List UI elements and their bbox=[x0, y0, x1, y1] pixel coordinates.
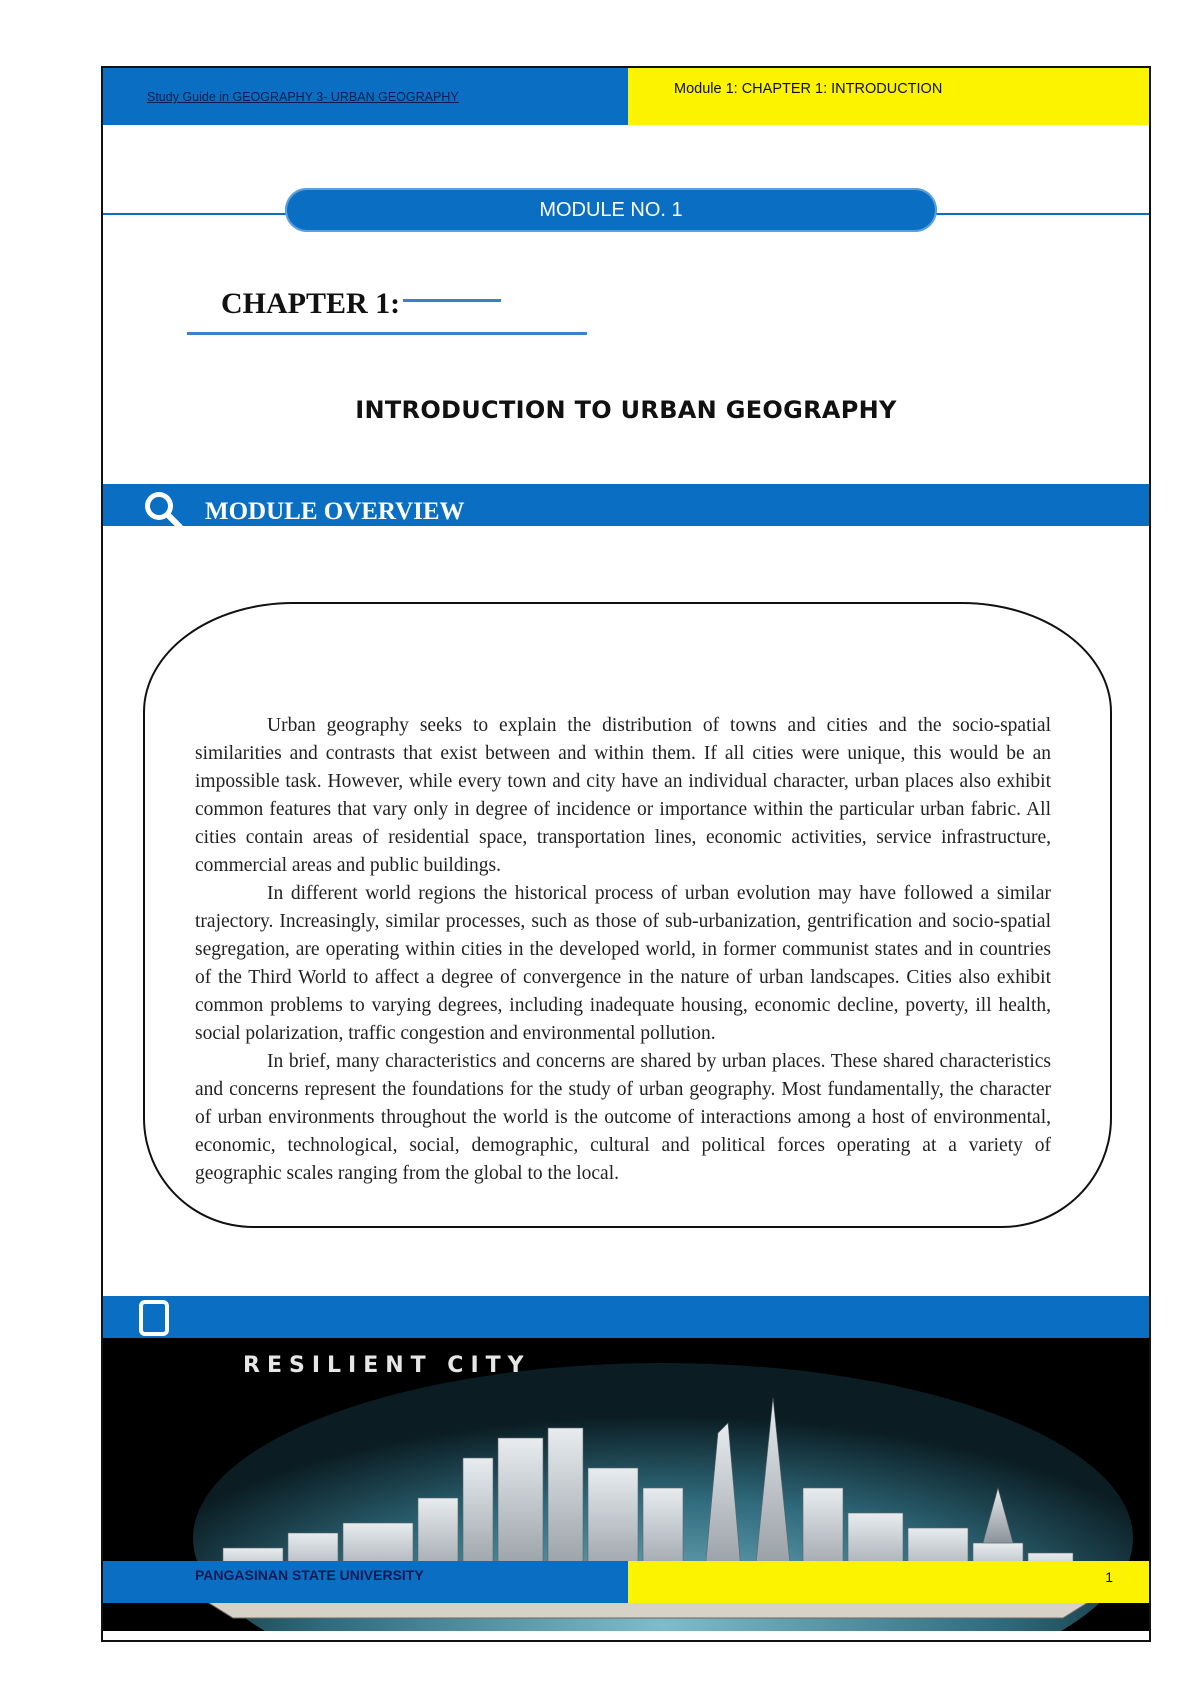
footer-right-band bbox=[628, 1561, 1149, 1603]
header-guide-link[interactable]: Study Guide in GEOGRAPHY 3- URBAN GEOGRAPHY bbox=[147, 90, 459, 104]
section-band bbox=[103, 1296, 1149, 1340]
chapter-label: CHAPTER 1: bbox=[221, 287, 401, 320]
footer-university: PANGASINAN STATE UNIVERSITY bbox=[195, 1567, 424, 1583]
overview-paragraph: In brief, many characteristics and concerns are shared by urban places. These shared characteristics and concerns represent the foundations for the study of urban geography. Most fundamentally, the character of urban environments throughout the world is the outcome of interactions among a host of environmental, economic, technological, social, demographic, cultural and political forces operating at a variety of geographic scales ranging from the global to the local. bbox=[195, 1051, 1051, 1184]
search-icon bbox=[139, 486, 185, 532]
overview-paragraph: In different world regions the historical process of urban evolution may have followed a similar trajectory. Increasingly, similar processes, such as those of sub-urbanization, gentrification and socio-spatial segregation, are operating within cities in the developed world, in former communist states and in countries of the Third World to affect a degree of convergence in the nature of urban landscapes. Cities also exhibit common problems to varying degrees, including inadequate housing, economic decline, poverty, ill health, social polarization, traffic congestion and environmental pollution. bbox=[195, 883, 1051, 1044]
chapter-rule-long bbox=[187, 332, 587, 335]
header-left-band bbox=[103, 68, 628, 125]
module-number-banner: MODULE NO. 1 bbox=[285, 188, 937, 232]
chapter-rule-short bbox=[403, 299, 501, 302]
header-right-band bbox=[628, 68, 1149, 125]
footer-left-band bbox=[103, 1561, 628, 1603]
chapter-title: INTRODUCTION TO URBAN GEOGRAPHY bbox=[355, 396, 897, 424]
overview-paragraph: Urban geography seeks to explain the distribution of towns and cities and the socio-spatial similarities and contrasts that exist between and within them. If all cities were unique, this would be an impossible task. However, while every town and city have an individual character, urban places also exhibit common features that vary only in degree of incidence or importance within the particular urban fabric. All cities contain areas of residential space, transportation lines, economic activities, service infrastructure, commercial areas and public buildings. bbox=[195, 715, 1051, 876]
page-number: 1 bbox=[1105, 1569, 1113, 1585]
image-caption: RESILIENT CITY bbox=[243, 1353, 531, 1378]
section-icon bbox=[139, 1300, 169, 1336]
header-module-text: Module 1: CHAPTER 1: INTRODUCTION bbox=[674, 81, 943, 97]
overview-heading: MODULE OVERVIEW bbox=[205, 498, 465, 525]
overview-text bbox=[195, 712, 1051, 1188]
